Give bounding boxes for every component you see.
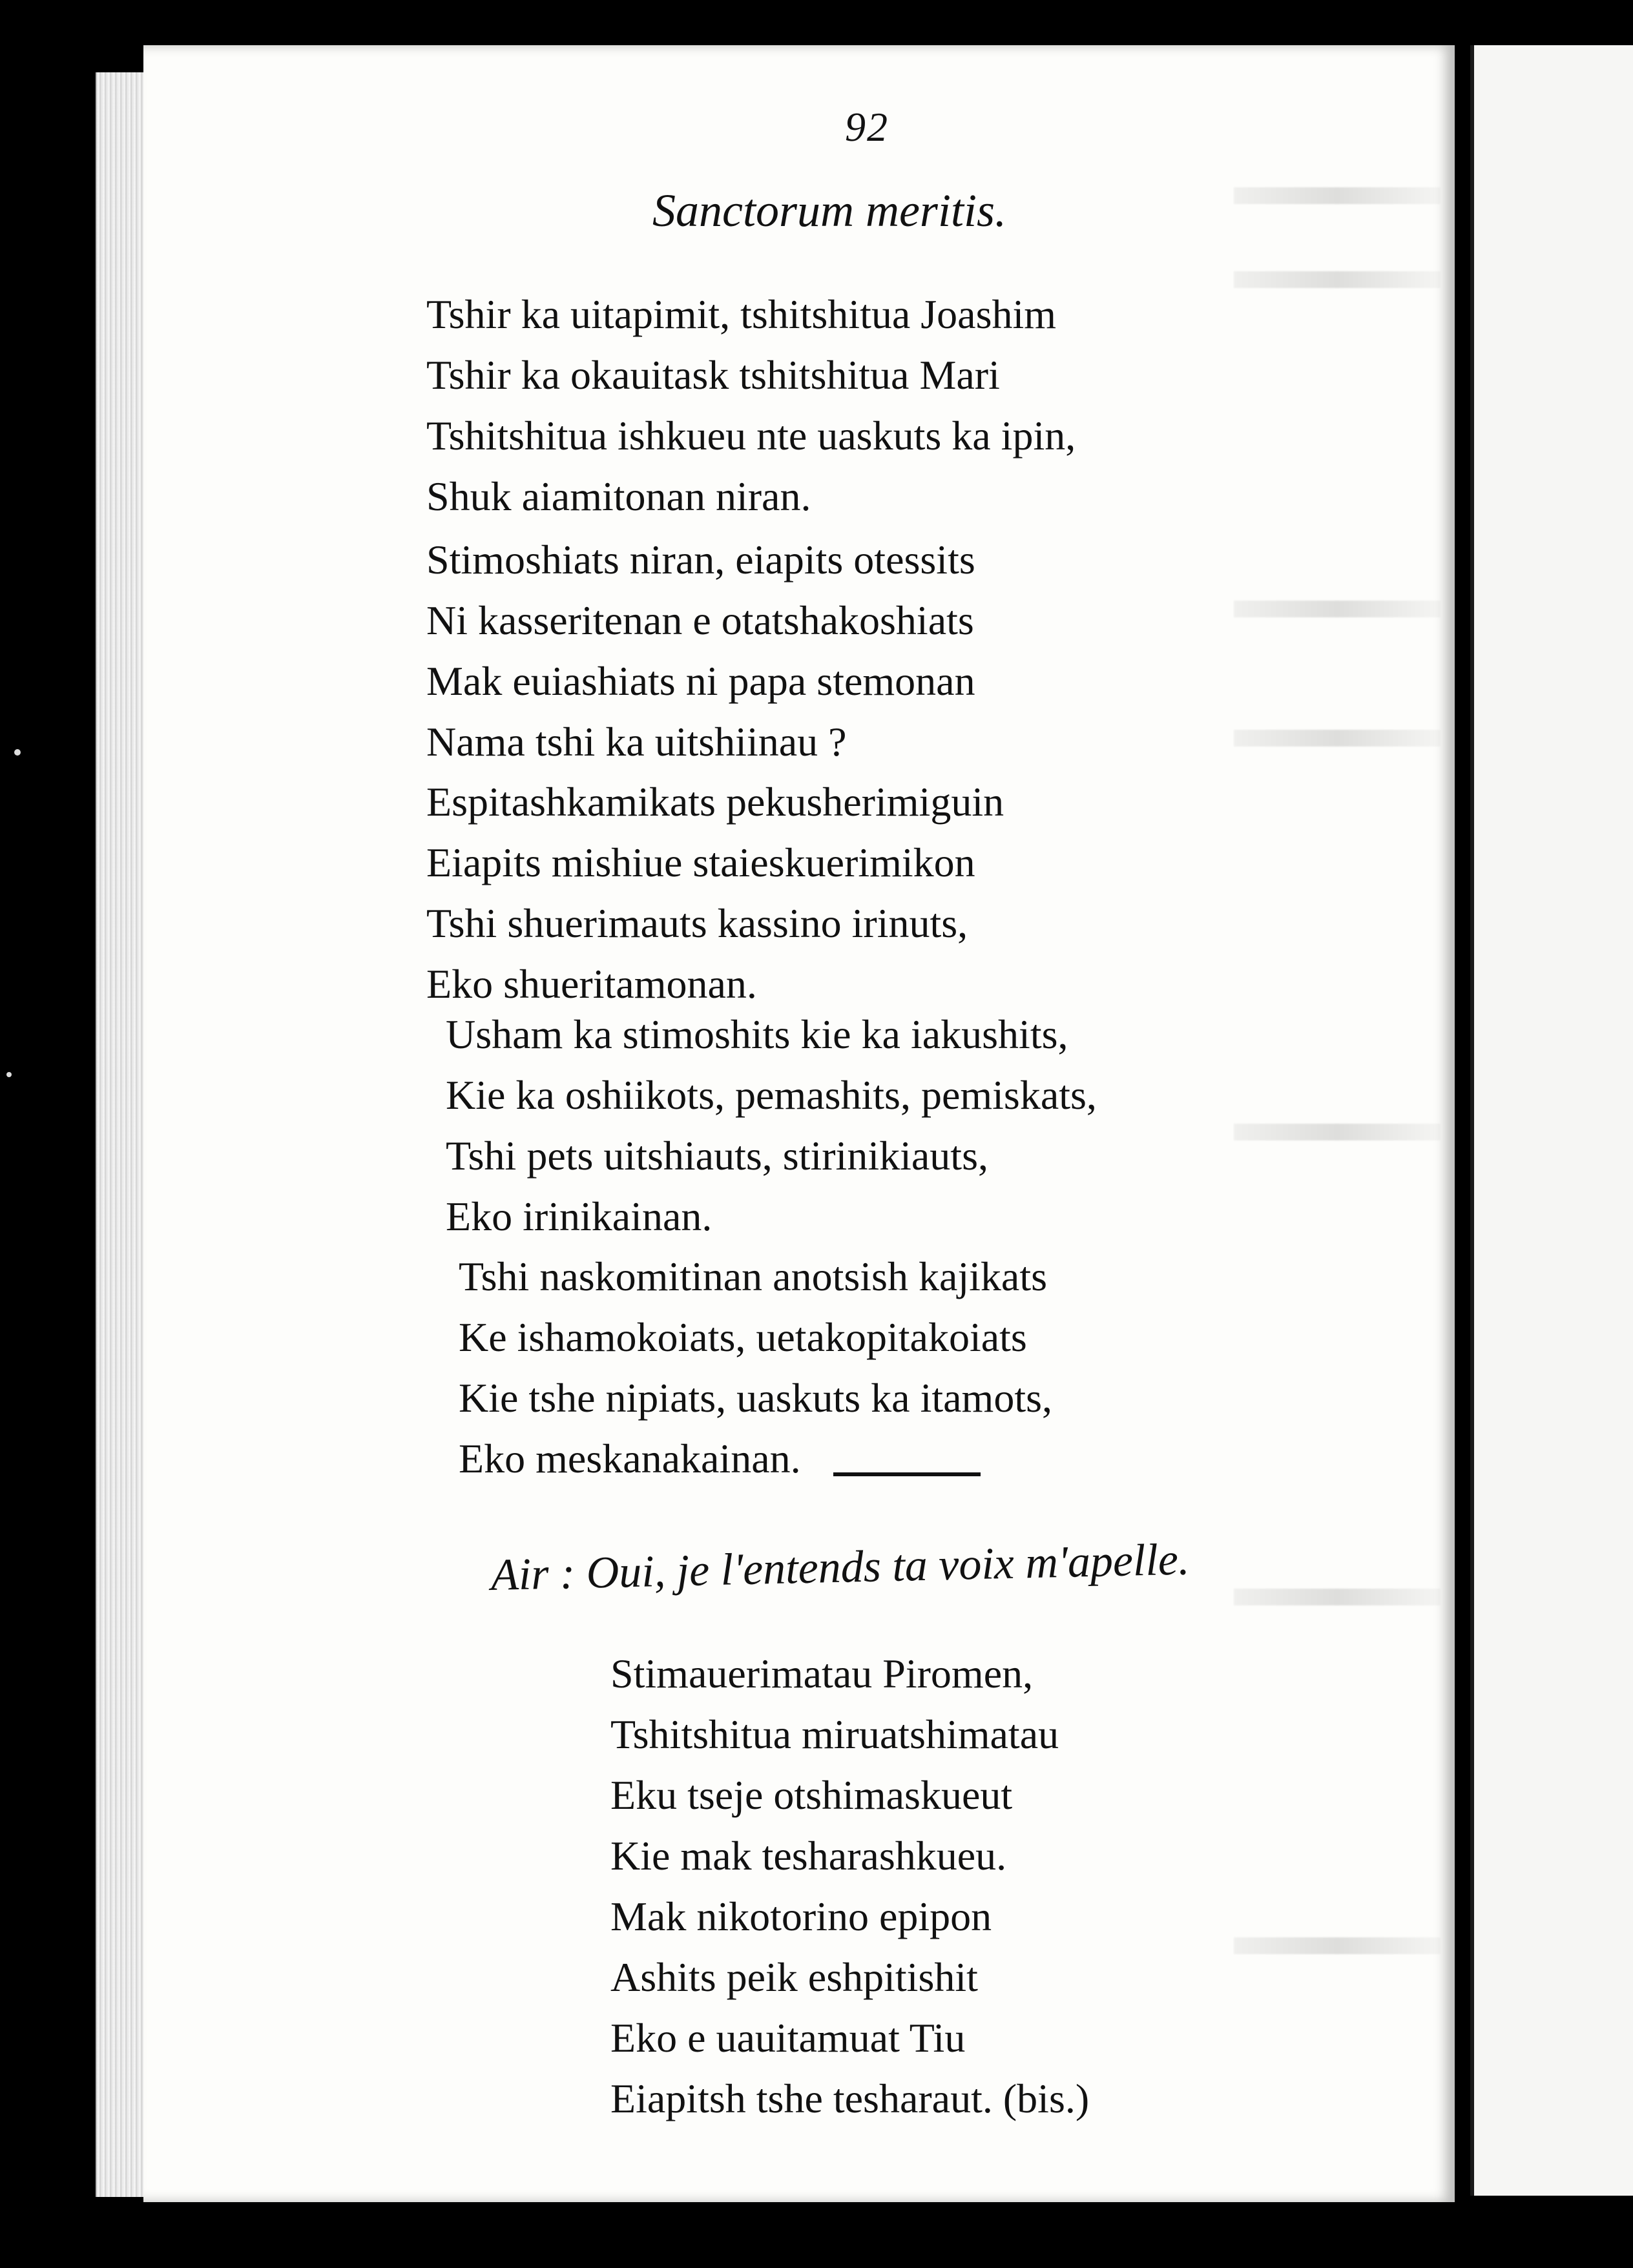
bleed-through-mark xyxy=(1234,730,1441,747)
section-title: Sanctorum meritis. xyxy=(652,185,1006,236)
verse-line: Tshi pets uitshiauts, stirinikiauts, xyxy=(446,1133,988,1179)
book-page-edges xyxy=(96,72,147,2197)
stanza-4 xyxy=(446,1004,1097,1247)
verse-line: Eko shueritamonan. xyxy=(426,961,757,1007)
verse-line: Tshir ka okauitask tshitshitua Mari xyxy=(426,352,1000,398)
verse-line: Tshir ka uitapimit, tshitshitua Joashim xyxy=(426,291,1057,337)
verse-line: Tshi shuerimauts kassino irinuts, xyxy=(426,900,968,946)
verse-line: Eko meskanakainan. xyxy=(459,1436,801,1481)
air-stanza xyxy=(610,1644,1089,2129)
verse-line: Eko irinikainan. xyxy=(446,1193,712,1239)
verse-line: Ashits peik eshpitishit xyxy=(610,1954,978,2000)
verse-line: Ni kasseritenan e otatshakoshiats xyxy=(426,597,974,643)
verse-line: Eku tseje otshimaskueut xyxy=(610,1772,1013,1818)
verse-line: Kie ka oshiikots, pemashits, pemiskats, xyxy=(446,1072,1097,1118)
facing-page-strip xyxy=(1470,45,1633,2196)
bleed-through-mark xyxy=(1234,1124,1441,1140)
bleed-through-mark xyxy=(1234,187,1441,204)
verse-line: Kie tshe nipiats, uaskuts ka itamots, xyxy=(459,1375,1052,1421)
scan-speck xyxy=(6,1072,12,1077)
stanza-1 xyxy=(426,284,1076,527)
verse-line: Nama tshi ka uitshiinau ? xyxy=(426,719,847,765)
verse-line: Mak nikotorino epipon xyxy=(610,1893,992,1939)
verse-line: Tshitshitua miruatshimatau xyxy=(610,1711,1059,1757)
bleed-through-mark xyxy=(1234,1589,1441,1605)
bleed-through-mark xyxy=(1234,601,1441,617)
scan-speck xyxy=(14,749,21,756)
page-number: 92 xyxy=(845,104,889,150)
section-divider xyxy=(833,1472,981,1476)
stanza-2 xyxy=(426,530,975,772)
verse-line: Stimoshiats niran, eiapits otessits xyxy=(426,537,975,582)
verse-line: Eko e uauitamuat Tiu xyxy=(610,2015,966,2061)
stanza-3 xyxy=(426,772,1004,1015)
verse-line: Shuk aiamitonan niran. xyxy=(426,473,811,519)
verse-line: Tshi naskomitinan anotsish kajikats xyxy=(459,1253,1047,1299)
bleed-through-mark xyxy=(1234,1937,1441,1954)
verse-line: Espitashkamikats pekusherimiguin xyxy=(426,779,1004,825)
verse-line: Eiapitsh tshe tesharaut. (bis.) xyxy=(610,2076,1090,2121)
verse-line: Kie mak tesharashkueu. xyxy=(610,1833,1007,1879)
verse-line: Tshitshitua ishkueu nte uaskuts ka ipin, xyxy=(426,413,1076,459)
verse-line: Mak euiashiats ni papa stemonan xyxy=(426,658,975,704)
stanza-5 xyxy=(459,1246,1052,1489)
air-heading: Air : Oui, je l'entends ta voix m'apelle. xyxy=(490,1534,1191,1600)
verse-line: Ke ishamokoiats, uetakopitakoiats xyxy=(459,1314,1027,1360)
bleed-through-mark xyxy=(1234,271,1441,288)
verse-line: Eiapits mishiue staieskuerimikon xyxy=(426,840,975,885)
verse-line: Usham ka stimoshits kie ka iakushits, xyxy=(446,1011,1068,1057)
verse-line: Stimauerimatau Piromen, xyxy=(610,1651,1034,1696)
